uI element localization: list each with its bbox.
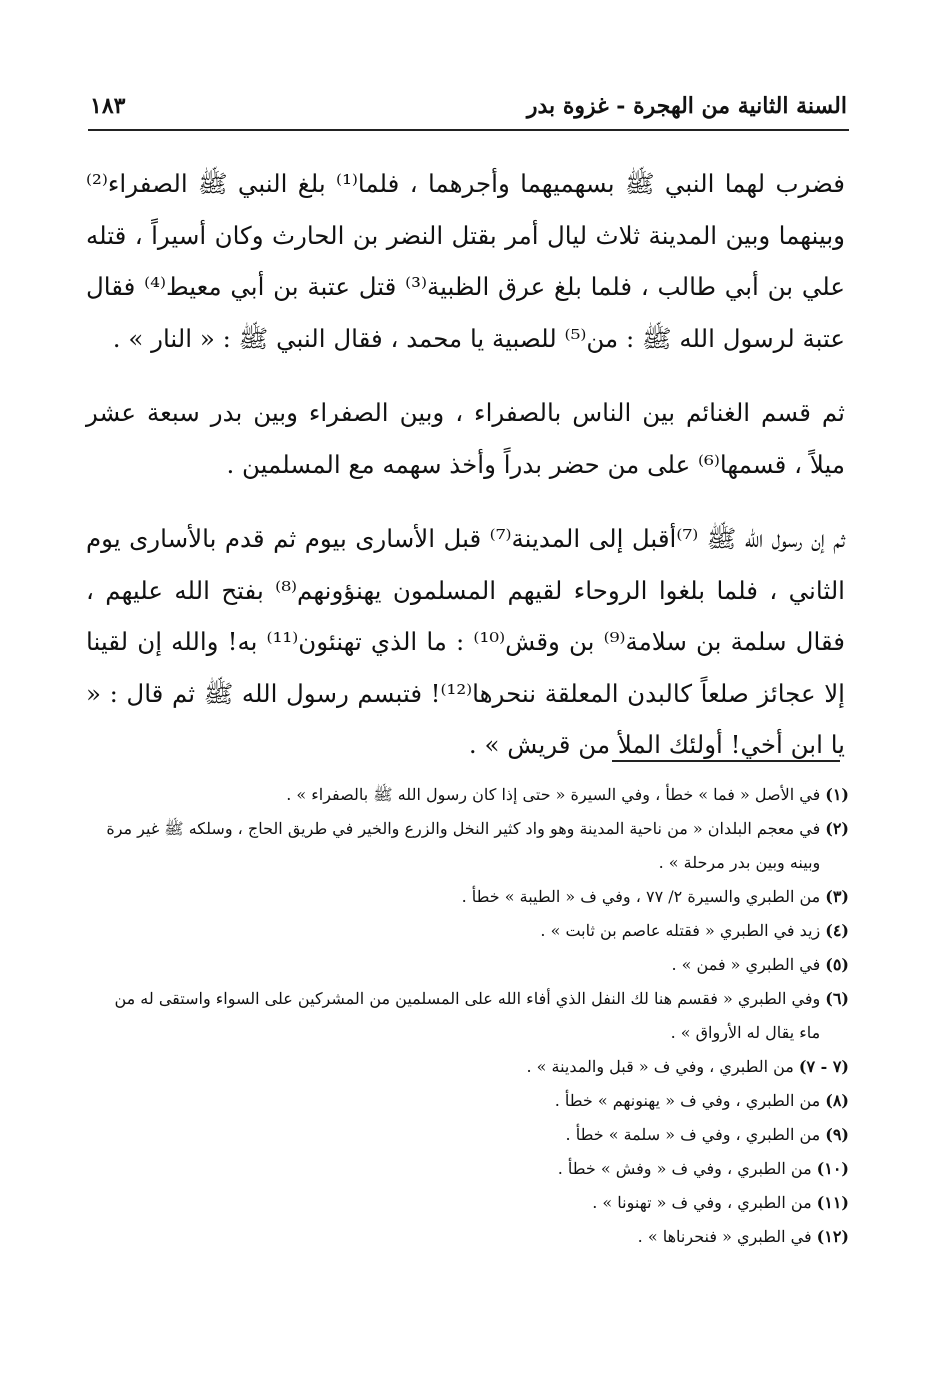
footnote-text: من الطبري ، وفي ف « يهنونهم » خطأ . bbox=[554, 1091, 821, 1110]
footnotes bbox=[92, 778, 849, 1254]
footnote-divider bbox=[612, 760, 840, 762]
footnote-text: من الطبري ، وفي ف « وفش » خطأ . bbox=[557, 1159, 812, 1178]
running-title: السنة الثانية من الهجرة - غزوة بدر bbox=[526, 93, 847, 119]
footnote-text: في معجم البلدان « من ناحية المدينة وهو واد كثير النخل والزرع والخير في طريق الحاج ، وسلكه ﷺ غير مرة وبينه وبين بدر مرحلة » . bbox=[106, 819, 821, 872]
footnote-9 bbox=[92, 1118, 849, 1152]
footnote-text: من الطبري ، وفي ف « قبل والمدينة » . bbox=[526, 1057, 794, 1076]
footnote-3 bbox=[92, 880, 849, 914]
footnote-11 bbox=[92, 1186, 849, 1220]
footnote-text: في الطبري « فنحرناها » . bbox=[637, 1227, 812, 1246]
footnote-1 bbox=[92, 778, 849, 812]
footnote-text: من الطبري ، وفي ف « تهنونا » . bbox=[592, 1193, 812, 1212]
footnote-number: (٨) bbox=[825, 1091, 849, 1110]
page-header bbox=[90, 86, 847, 126]
footnote-number: (٩) bbox=[825, 1125, 849, 1144]
footnote-text: في الطبري « فمن » . bbox=[671, 955, 821, 974]
footnote-number: (١١) bbox=[816, 1193, 849, 1212]
paragraph-1: فضرب لهما النبي ﷺ بسهميهما وأجرهما ، فلما⁽¹⁾ بلغ النبي ﷺ الصفراء⁽²⁾ وبينهما وبين المدينة ثلاث ليال أمر بقتل النضر بن الحارث وكان أسيراً ، قتله علي بن أبي طالب ، فلما بلغ عرق الظبية⁽³⁾ قتل عتبة بن أبي معيط⁽⁴⁾ فقال عتبة لرسول الله ﷺ : من⁽⁵⁾ للصبية يا محمد ، فقال النبي ﷺ : « النار » . bbox=[86, 169, 845, 353]
footnote-number: (٥) bbox=[825, 955, 849, 974]
footnote-text: من الطبري والسيرة ٢/ ٧٧ ، وفي ف « الطيبة » خطأ . bbox=[461, 887, 821, 906]
footnote-8 bbox=[92, 1084, 849, 1118]
footnote-4 bbox=[92, 914, 849, 948]
footnote-number: (١٢) bbox=[816, 1227, 849, 1246]
footnote-number: (٢) bbox=[825, 819, 849, 838]
paragraph-2: ثم قسم الغنائم بين الناس بالصفراء ، وبين الصفراء وبين بدر سبعة عشر ميلاً ، قسمها⁽⁶⁾ على من حضر بدراً وأخذ سهمه مع المسلمين . bbox=[86, 398, 845, 479]
footnote-number: (١٠) bbox=[816, 1159, 849, 1178]
footnote-text: في الأصل « فما » خطأ ، وفي السيرة « حتى إذا كان رسول الله ﷺ بالصفراء » . bbox=[286, 785, 821, 804]
footnote-text: زيد في الطبري « فقتله عاصم بن ثابت » . bbox=[540, 921, 821, 940]
footnote-10 bbox=[92, 1152, 849, 1186]
footnote-12 bbox=[92, 1220, 849, 1254]
header-divider bbox=[88, 129, 849, 131]
footnote-number: (١) bbox=[825, 785, 849, 804]
paragraph-3: ثم إن رسول الله ﷺ ⁽⁷⁾أقبل إلى المدينة⁽⁷⁾ قبل الأسارى بيوم ثم قدم بالأسارى يوم الثاني ، فلما بلغوا الروحاء لقيهم المسلمون يهنؤونهم⁽⁸⁾ بفتح الله عليهم ، فقال سلمة بن سلامة⁽⁹⁾ بن وقش⁽¹⁰⁾ : ما الذي تهنئون⁽¹¹⁾ به! والله إن لقينا إلا عجائز صلعاً كالبدن المعلقة ننحرها⁽¹²⁾! فتبسم رسول الله ﷺ ثم قال : « يا ابن أخي! أولئك الملأ من قريش » . bbox=[86, 524, 846, 759]
footnote-number: (٦) bbox=[825, 989, 849, 1008]
footnote-2 bbox=[92, 812, 849, 880]
main-text bbox=[86, 158, 845, 794]
footnote-number: (٧ - ٧) bbox=[798, 1057, 849, 1076]
page-number: ١٨٣ bbox=[90, 93, 126, 119]
footnote-text: من الطبري ، وفي ف « سلمة » خطأ . bbox=[565, 1125, 821, 1144]
footnote-7 bbox=[92, 1050, 849, 1084]
footnote-text: وفي الطبري « فقسم هنا لك النفل الذي أفاء الله على المسلمين من المشركين على السواء واستقى له من ماء يقال له الأرواق » . bbox=[114, 989, 821, 1042]
footnote-number: (٤) bbox=[825, 921, 849, 940]
footnote-6 bbox=[92, 982, 849, 1050]
footnote-number: (٣) bbox=[825, 887, 849, 906]
footnote-5 bbox=[92, 948, 849, 982]
